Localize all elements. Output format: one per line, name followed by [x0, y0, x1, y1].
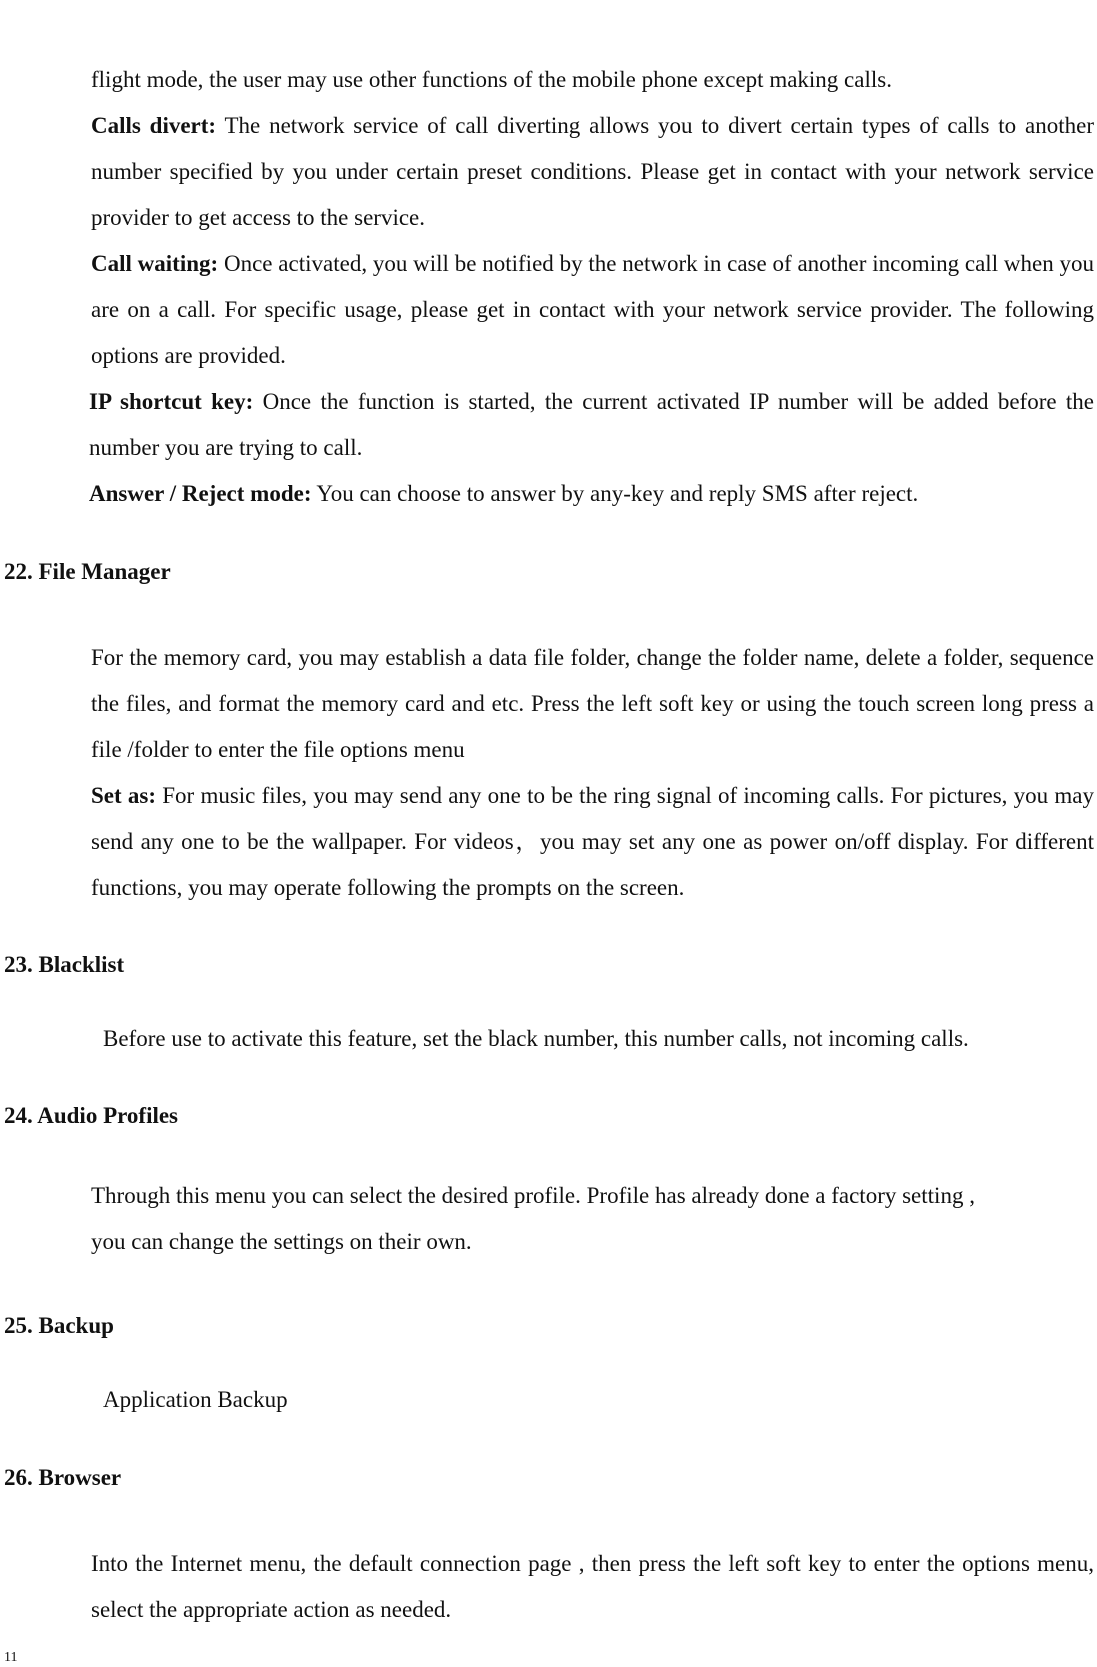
calls-divert-label: Calls divert:: [91, 113, 217, 138]
call-waiting-label: Call waiting:: [91, 251, 219, 276]
page-number: 11: [4, 1650, 18, 1665]
answer-reject-text: You can choose to answer by any-key and reply SMS after reject.: [311, 481, 919, 506]
backup-text: Application Backup: [103, 1387, 288, 1412]
file-manager-heading: 22. File Manager: [4, 559, 171, 584]
ip-shortcut-paragraph: [89, 379, 1094, 471]
backup-body: [103, 1377, 1094, 1423]
ip-shortcut-text: Once the function is started, the current activated IP number will be added before the number you are trying to call.: [89, 389, 1094, 460]
set-as-label: Set as:: [91, 783, 157, 808]
answer-reject-label: Answer / Reject mode:: [89, 481, 312, 506]
flight-mode-paragraph: [91, 57, 1094, 103]
ip-shortcut-label: IP shortcut key:: [89, 389, 254, 414]
audio-profiles-line2: you can change the settings on their own.: [91, 1229, 472, 1254]
blacklist-heading: 23. Blacklist: [4, 952, 125, 977]
calls-divert-text: The network service of call diverting allows you to divert certain types of calls to another number specified by you under certain preset conditions. Please get in contact with your network service provider to get access to the service.: [91, 113, 1094, 230]
blacklist-body: [103, 1016, 1094, 1062]
call-waiting-paragraph: [91, 241, 1094, 379]
audio-profiles-body: [91, 1173, 1094, 1265]
call-waiting-text: Once activated, you will be notified by the network in case of another incoming call when you are on a call. For specific usage, please get in contact with your network service provider. The following options are provided.: [91, 251, 1094, 368]
audio-profiles-line1: Through this menu you can select the desired profile. Profile has already done a factory setting ,: [91, 1183, 975, 1208]
blacklist-text: Before use to activate this feature, set the black number, this number calls, not incoming calls.: [103, 1026, 969, 1051]
flight-mode-text: flight mode, the user may use other functions of the mobile phone except making calls.: [91, 67, 892, 92]
file-manager-body: [91, 635, 1094, 773]
browser-text: Into the Internet menu, the default connection page , then press the left soft key to enter the options menu, select the appropriate action as needed.: [91, 1551, 1094, 1622]
answer-reject-paragraph: [89, 471, 1092, 517]
audio-profiles-heading: 24. Audio Profiles: [4, 1103, 179, 1128]
set-as-paragraph: [91, 773, 1094, 911]
file-manager-text: For the memory card, you may establish a data file folder, change the folder name, delete a folder, sequence the files, and format the memory card and etc. Press the left soft key or using the touch screen long press a file /folder to enter the file options menu: [91, 645, 1094, 762]
browser-body: [91, 1541, 1094, 1633]
backup-heading: 25. Backup: [4, 1313, 114, 1338]
calls-divert-paragraph: [91, 103, 1094, 241]
set-as-text: For music files, you may send any one to be the ring signal of incoming calls. For pictures, you may send any one to be the wallpaper. For videos，you may set any one as power on/off display. For different functions, you may operate following the prompts on the screen.: [91, 783, 1094, 900]
browser-heading: 26. Browser: [4, 1465, 122, 1490]
